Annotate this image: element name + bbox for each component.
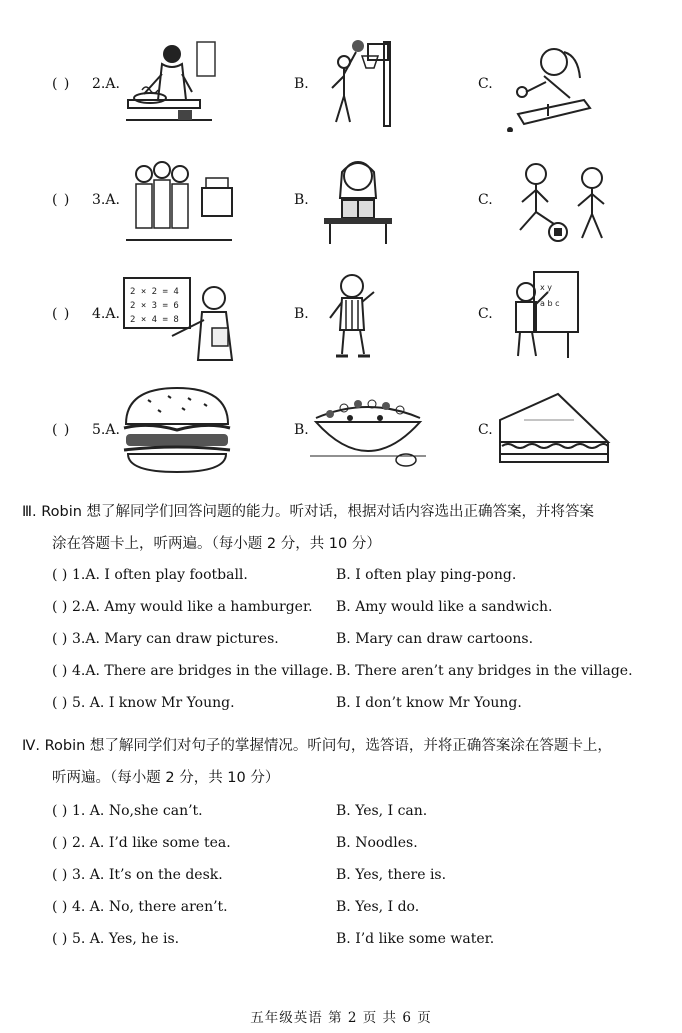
list-item (52, 899, 652, 923)
option-c-label: C. (478, 76, 493, 92)
answer-paren[interactable]: ( ) (52, 695, 68, 711)
option-a: 1.A. I often play football. (72, 567, 248, 583)
picture-question-row (0, 380, 682, 480)
option-a-label: 4.A. (92, 306, 120, 322)
sandwich-icon (494, 390, 614, 470)
svg-text:2 × 3 = 6: 2 × 3 = 6 (130, 301, 179, 311)
answer-paren[interactable]: ( ) (52, 599, 68, 615)
list-item (52, 631, 652, 655)
option-a: 1. A. No,she can’t. (72, 803, 203, 819)
option-c-label: C. (478, 306, 493, 322)
option-b: B. I’d like some water. (336, 931, 495, 947)
girl-reading-book-icon (320, 156, 396, 246)
option-a: 3.A. Mary can draw pictures. (72, 631, 279, 647)
answer-paren[interactable]: ( ) (52, 835, 68, 851)
option-b-label: B. (294, 192, 309, 208)
list-item (52, 867, 652, 891)
list-item (52, 931, 652, 955)
maths-teacher-icon (120, 272, 244, 362)
answer-paren[interactable]: ( ) (52, 76, 71, 92)
boy-playing-basketball-icon (318, 38, 404, 130)
svg-text:2 × 4 = 8: 2 × 4 = 8 (130, 315, 179, 325)
svg-text:a b c: a b c (540, 299, 560, 308)
list-item (52, 695, 652, 719)
list-item (52, 663, 652, 687)
option-a: 2.A. Amy would like a hamburger. (72, 599, 313, 615)
children-group-icon (122, 158, 236, 246)
picture-question-row (0, 38, 682, 138)
page-footer: 五年级英语 第 2 页 共 6 页 (250, 1010, 432, 1026)
option-b-label: B. (294, 422, 309, 438)
boys-playing-football-icon (496, 158, 616, 246)
svg-text:2 × 2 = 4: 2 × 2 = 4 (130, 287, 179, 297)
option-b: B. Amy would like a sandwich. (336, 599, 553, 615)
option-a: 2. A. I’d like some tea. (72, 835, 231, 851)
svg-text:x y: x y (540, 283, 553, 292)
list-item (52, 599, 652, 623)
list-item (52, 835, 652, 859)
option-a: 5. A. Yes, he is. (72, 931, 180, 947)
picture-question-row (0, 266, 682, 366)
section-4-heading-line2: 听两遍。（每小题 2 分，共 10 分） (52, 770, 280, 786)
girl-playing-ping-pong-icon (498, 42, 598, 132)
option-b: B. Yes, I do. (336, 899, 420, 915)
option-c-label: C. (478, 422, 493, 438)
option-b-label: B. (294, 306, 309, 322)
option-a: 4.A. There are bridges in the village. (72, 663, 333, 679)
answer-paren[interactable]: ( ) (52, 631, 68, 647)
boy-thinking-icon (324, 270, 382, 360)
option-b: B. I often play ping-pong. (336, 567, 517, 583)
answer-paren[interactable]: ( ) (52, 663, 68, 679)
answer-paren[interactable]: ( ) (52, 803, 68, 819)
option-a-label: 5.A. (92, 422, 120, 438)
option-a: 5. A. I know Mr Young. (72, 695, 235, 711)
answer-paren[interactable]: ( ) (52, 567, 68, 583)
option-b: B. I don’t know Mr Young. (336, 695, 522, 711)
man-at-board-icon (508, 268, 582, 360)
option-a-label: 2.A. (92, 76, 120, 92)
option-a: 3. A. It’s on the desk. (72, 867, 223, 883)
answer-paren[interactable]: ( ) (52, 899, 68, 915)
option-c-label: C. (478, 192, 493, 208)
section-3-heading (22, 496, 662, 560)
section-3-heading-line2: 涂在答题卡上，听两遍。（每小题 2 分，共 10 分） (52, 536, 381, 552)
salad-bowl-icon (310, 388, 426, 472)
option-b: B. Yes, I can. (336, 803, 428, 819)
answer-paren[interactable]: ( ) (52, 931, 68, 947)
option-a-label: 3.A. (92, 192, 120, 208)
list-item (52, 803, 652, 827)
hamburger-icon (118, 384, 236, 474)
section-3-heading-line1: Ⅲ. Robin 想了解同学们回答问题的能力。听对话，根据对话内容选出正确答案，并将答案 (22, 504, 595, 520)
woman-cooking-icon (122, 40, 218, 132)
option-b: B. Mary can draw cartoons. (336, 631, 534, 647)
answer-paren[interactable]: ( ) (52, 306, 71, 322)
option-a: 4. A. No, there aren’t. (72, 899, 228, 915)
list-item (52, 567, 652, 591)
option-b-label: B. (294, 76, 309, 92)
option-b: B. There aren’t any bridges in the village. (336, 663, 633, 679)
answer-paren[interactable]: ( ) (52, 422, 71, 438)
answer-paren[interactable]: ( ) (52, 192, 71, 208)
option-b: B. Noodles. (336, 835, 418, 851)
picture-question-row (0, 152, 682, 252)
section-4-heading-line1: Ⅳ. Robin 想了解同学们对句子的掌握情况。听问句，选答语，并将正确答案涂在答题卡上， (22, 738, 612, 754)
option-b: B. Yes, there is. (336, 867, 447, 883)
section-4-heading (22, 730, 662, 794)
answer-paren[interactable]: ( ) (52, 867, 68, 883)
